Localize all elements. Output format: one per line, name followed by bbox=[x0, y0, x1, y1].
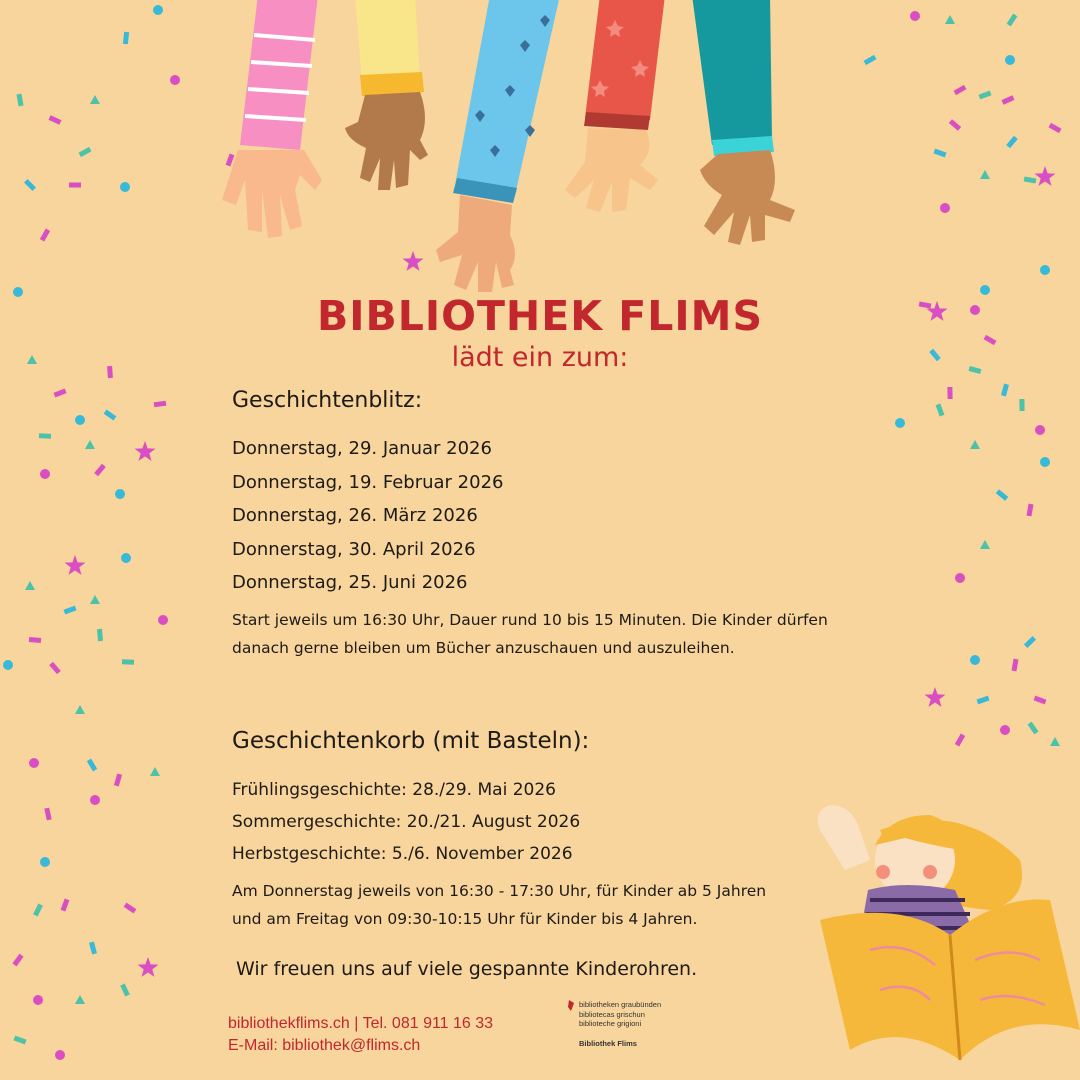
library-logo bbox=[568, 1000, 688, 1048]
geschichtenblitz-date-list bbox=[232, 432, 504, 600]
note-line: Am Donnerstag jeweils von 16:30 - 17:30 Uhr, für Kinder ab 5 Jahren bbox=[232, 882, 767, 900]
closing-text: Wir freuen uns auf viele gespannte Kinderohren. bbox=[236, 958, 698, 980]
contact-info bbox=[228, 1013, 493, 1057]
date-item: Donnerstag, 30. April 2026 bbox=[232, 538, 476, 560]
note-line: und am Freitag von 09:30-10:15 Uhr für Kinder bis 4 Jahren. bbox=[232, 910, 698, 928]
logo-mark-icon bbox=[568, 1000, 574, 1011]
geschichtenblitz-note bbox=[232, 606, 932, 662]
date-item: Donnerstag, 19. Februar 2026 bbox=[232, 471, 504, 493]
geschichtenkorb-list bbox=[232, 774, 580, 870]
section-heading-geschichtenkorb: Geschichtenkorb (mit Basteln): bbox=[232, 728, 590, 754]
date-item: Donnerstag, 25. Juni 2026 bbox=[232, 572, 468, 593]
contact-email[interactable]: E-Mail: bibliothek@flims.ch bbox=[228, 1037, 421, 1054]
section-heading-geschichtenblitz: Geschichtenblitz: bbox=[232, 388, 423, 413]
note-line: danach gerne bleiben um Bücher anzuschauen und auszuleihen. bbox=[232, 639, 735, 657]
page-subtitle: lädt ein zum: bbox=[451, 342, 629, 373]
geschichtenkorb-note bbox=[232, 877, 842, 933]
date-item: Donnerstag, 26. März 2026 bbox=[232, 505, 478, 526]
date-item: Donnerstag, 29. Januar 2026 bbox=[232, 438, 492, 459]
logo-line: bibliotheken graubünden bbox=[579, 1000, 662, 1009]
page-title: BIBLIOTHEK FLIMS bbox=[316, 292, 764, 340]
list-item: Herbstgeschichte: 5./6. November 2026 bbox=[232, 844, 573, 864]
note-line: Start jeweils um 16:30 Uhr, Dauer rund 10 bis 15 Minuten. Die Kinder dürfen bbox=[232, 611, 828, 629]
logo-library-name: Bibliothek Flims bbox=[579, 1038, 637, 1048]
logo-line: bibliotecas grischun bbox=[579, 1009, 645, 1019]
list-item: Frühlingsgeschichte: 28./29. Mai 2026 bbox=[232, 780, 556, 800]
contact-website-phone[interactable]: bibliothekflims.ch | Tel. 081 911 16 33 bbox=[228, 1015, 494, 1032]
list-item: Sommergeschichte: 20./21. August 2026 bbox=[232, 812, 581, 832]
logo-line: biblioteche grigioni bbox=[579, 1019, 642, 1028]
